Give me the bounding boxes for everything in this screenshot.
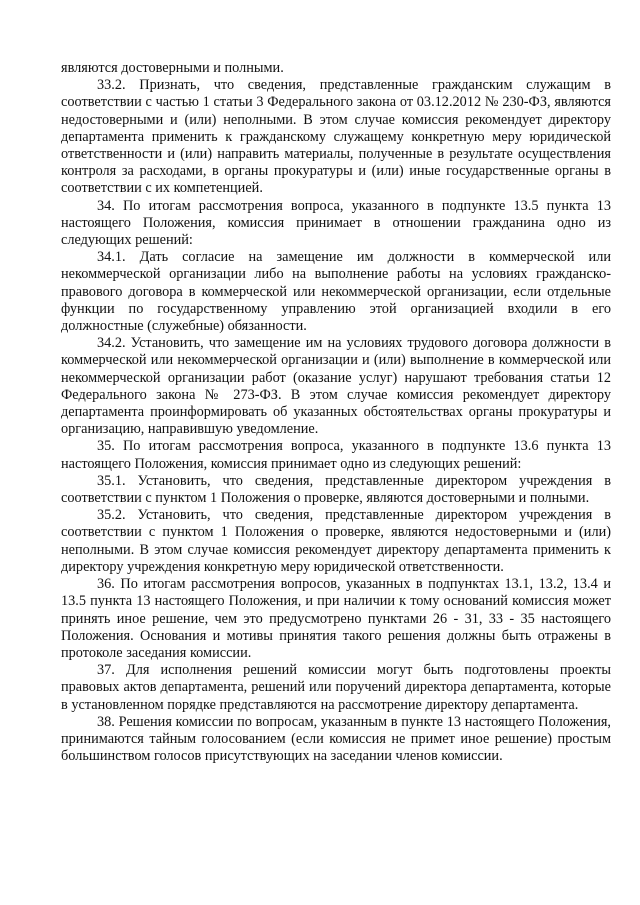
- paragraph-34-1: 34.1. Дать согласие на замещение им должности в коммерческой или некоммерческой организации либо на выполнение работы на условиях гражданско-правового договора в коммерческой или некоммерческой организации, если отдельные функции по государственному управлению этой организацией входили в его должностные (служебные) обязанности.: [61, 249, 611, 335]
- paragraph-38: 38. Решения комиссии по вопросам, указанным в пункте 13 настоящего Положения, принимаются тайным голосованием (если комиссия не примет иное решение) простым большинством голосов присутствующих на заседании членов комиссии.: [61, 713, 611, 765]
- paragraph-34: 34. По итогам рассмотрения вопроса, указанного в подпункте 13.5 пункта 13 настоящего Положения, комиссия принимает в отношении гражданина одно из следующих решений:: [61, 197, 611, 249]
- paragraph-33-2: 33.2. Признать, что сведения, представленные гражданским служащим в соответствии с частью 1 статьи 3 Федерального закона от 03.12.2012 № 230-ФЗ, являются недостоверными и (или) неполными. В этом случае комиссия рекомендует директору департамента применить к гражданскому служащему конкретную меру юридической ответственности и (или) направить материалы, полученные в результате осуществления контроля за расходами, в органы прокуратуры и (или) иные государственные органы в соответствии с их компетенцией.: [61, 77, 611, 197]
- paragraph-36: 36. По итогам рассмотрения вопросов, указанных в подпунктах 13.1, 13.2, 13.4 и 13.5 пункта 13 настоящего Положения, и при наличии к тому оснований комиссия может принять иное решение, чем это предусмотрено пунктами 26 - 31, 33 - 35 настоящего Положения. Основания и мотивы принятия такого решения должны быть отражены в протоколе заседания комиссии.: [61, 576, 611, 661]
- document-page: [61, 60, 611, 765]
- paragraph-34-2: 34.2. Установить, что замещение им на условиях трудового договора должности в коммерческой или некоммерческой организации и (или) выполнение в коммерческой или некоммерческой организации работ (оказание услуг) нарушают требования статьи 12 Федерального закона № 273-ФЗ. В этом случае комиссия рекомендует директору департамента проинформировать об указанных обстоятельствах органы прокуратуры и организацию, направившую уведомление.: [61, 335, 611, 438]
- paragraph-35: 35. По итогам рассмотрения вопроса, указанного в подпункте 13.6 пункта 13 настоящего Положения, комиссия принимает одно из следующих решений:: [61, 438, 611, 472]
- paragraph-37: 37. Для исполнения решений комиссии могут быть подготовлены проекты правовых актов департамента, решений или поручений директора департамента, которые в установленном порядке представляются на рассмотрение директору департамента.: [61, 662, 611, 713]
- paragraph-33-1-tail: являются достоверными и полными.: [61, 60, 284, 76]
- paragraph-35-2: 35.2. Установить, что сведения, представленные директором учреждения в соответствии с пунктом 1 Положения о проверке, являются недостоверными и (или) неполными. В этом случае комиссия рекомендует директору департамента применить к директору учреждения конкретную меру юридической ответственности.: [61, 507, 611, 575]
- paragraph-35-1: 35.1. Установить, что сведения, представленные директором учреждения в соответствии с пунктом 1 Положения о проверке, являются достоверными и полными.: [61, 472, 611, 507]
